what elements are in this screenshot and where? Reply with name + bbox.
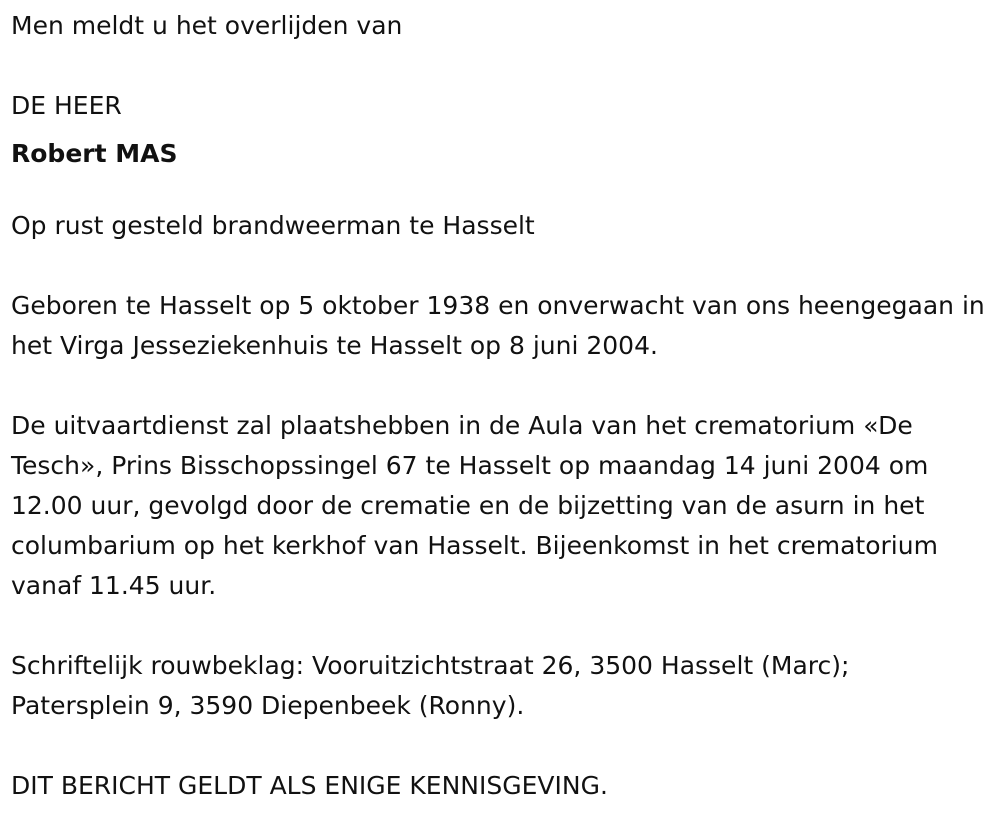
spacer [11, 606, 986, 646]
spacer [11, 246, 986, 286]
funeral-text: De uitvaartdienst zal plaatshebben in de Aula van het crematorium «De Tesch», Prins Bisschopssingel 67 te Hasselt op maandag 14 juni 2004 om 12.00 uur, gevolgd door de crematie en de bijzetting van de asurn in het columbarium op het kerkhof van Hasselt. Bijeenkomst in het crematorium vanaf 11.45 uur. [11, 411, 938, 600]
closing-text: DIT BERICHT GELDT ALS ENIGE KENNISGEVING. [11, 771, 608, 800]
spacer [11, 46, 986, 86]
deceased-title: DE HEER [11, 91, 122, 120]
occupation-text: Op rust gesteld brandweerman te Hasselt [11, 211, 535, 240]
death-notice [11, 6, 986, 806]
spacer [11, 366, 986, 406]
deceased-name: Robert MAS [11, 139, 178, 168]
birth-death-text: Geboren te Hasselt op 5 oktober 1938 en onverwacht van ons heengegaan in het Virga Jesseziekenhuis te Hasselt op 8 juni 2004. [11, 291, 985, 360]
condolence-line-2: Patersplein 9, 3590 Diepenbeek (Ronny). [11, 691, 525, 720]
spacer [11, 174, 986, 206]
intro-text: Men meldt u het overlijden van [11, 11, 403, 40]
spacer [11, 726, 986, 766]
condolence-line-1: Schriftelijk rouwbeklag: Vooruitzichtstraat 26, 3500 Hasselt (Marc); [11, 651, 850, 680]
